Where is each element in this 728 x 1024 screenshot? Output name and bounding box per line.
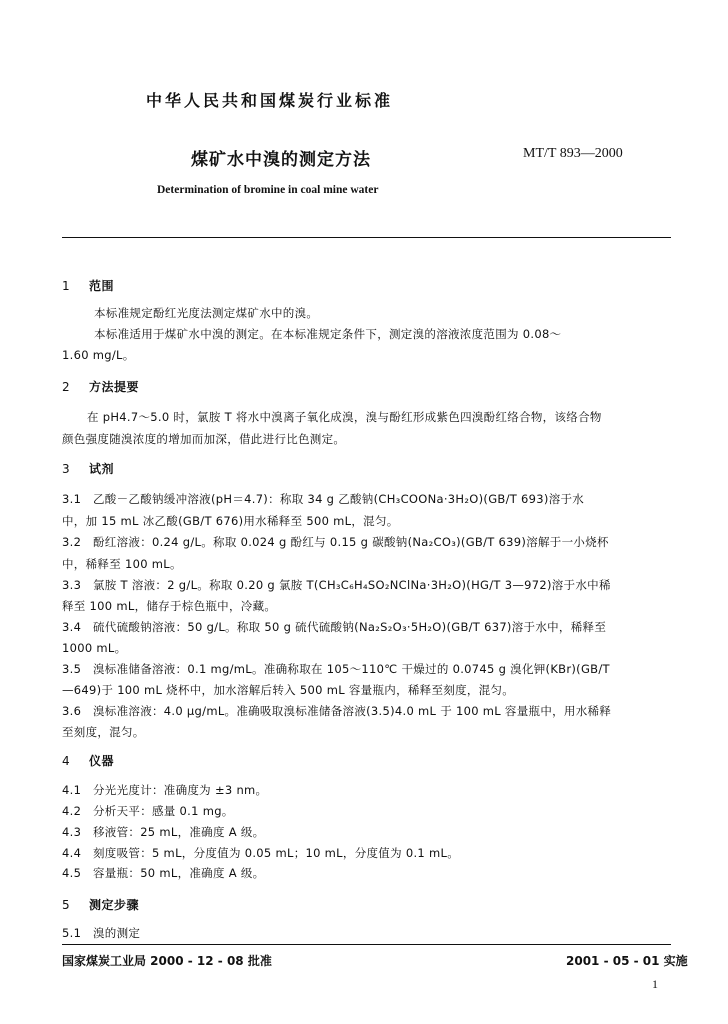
reagent-3-4-line-1: 3.4 硫代硫酸钠溶液：50 g/L。称取 50 g 硫代硫酸钠(Na₂S₂O₃·5H₂O)(GB/T 637)溶于水中，稀释至 — [62, 620, 607, 634]
section-4-heading: 4 仪器 — [62, 754, 115, 768]
section-1-para-2-line-1: 本标准适用于煤矿水中溴的测定。在本标准规定条件下，测定溴的溶液浓度范围为 0.08～ — [94, 327, 562, 341]
instrument-4-4: 4.4 刻度吸管：5 mL，分度值为 0.05 mL；10 mL，分度值为 0.1 mL。 — [62, 846, 460, 860]
section-3-heading: 3 试剂 — [62, 462, 115, 476]
section-1-para-1: 本标准规定酚红光度法测定煤矿水中的溴。 — [94, 306, 319, 320]
instrument-4-5: 4.5 容量瓶：50 mL，准确度 A 级。 — [62, 866, 265, 880]
reagent-3-6-line-1: 3.6 溴标准溶液：4.0 μg/mL。准确吸取溴标准储备溶液(3.5)4.0 mL 于 100 mL 容量瓶中，用水稀释 — [62, 704, 612, 718]
reagent-3-6-line-2: 至刻度，混匀。 — [62, 725, 145, 739]
reagent-3-1-line-2: 中，加 15 mL 冰乙酸(GB/T 676)用水稀释至 500 mL，混匀。 — [62, 514, 399, 528]
footer-rule — [62, 944, 671, 945]
implementation-date: 2001 - 05 - 01 实施 — [566, 954, 688, 968]
document-title-en: Determination of bromine in coal mine water — [157, 184, 379, 196]
section-1-para-2-line-2: 1.60 mg/L。 — [62, 348, 135, 362]
instrument-4-1: 4.1 分光光度计：准确度为 ±3 nm。 — [62, 783, 268, 797]
section-2-para-line-1: 在 pH4.7～5.0 时，氯胺 T 将水中溴离子氧化成溴，溴与酚红形成紫色四溴酚红络合物，该络合物 — [87, 410, 602, 424]
reagent-3-2-line-1: 3.2 酚红溶液：0.24 g/L。称取 0.024 g 酚红与 0.15 g 碳酸钠(Na₂CO₃)(GB/T 639)溶解于一小烧杯 — [62, 535, 609, 549]
reagent-3-3-line-2: 释至 100 mL，储存于棕色瓶中，冷藏。 — [62, 599, 277, 613]
reagent-3-3-line-1: 3.3 氯胺 T 溶液：2 g/L。称取 0.20 g 氯胺 T(CH₃C₆H₄SO₂NClNa·3H₂O)(HG/T 3—972)溶于水中稀 — [62, 578, 611, 592]
step-5-1: 5.1 溴的测定 — [62, 926, 141, 940]
reagent-3-4-line-2: 1000 mL。 — [62, 641, 127, 655]
standard-org-heading: 中华人民共和国煤炭行业标准 — [146, 91, 394, 110]
standard-code: MT/T 893—2000 — [523, 146, 623, 161]
section-5-heading: 5 测定步骤 — [62, 898, 140, 912]
section-2-para-line-2: 颜色强度随溴浓度的增加而加深，借此进行比色测定。 — [62, 432, 346, 446]
section-2-heading: 2 方法提要 — [62, 380, 140, 394]
approval-date: 国家煤炭工业局 2000 - 12 - 08 批准 — [62, 954, 272, 968]
section-1-heading: 1 范围 — [62, 279, 115, 293]
header-rule — [62, 237, 671, 238]
instrument-4-3: 4.3 移液管：25 mL，准确度 A 级。 — [62, 825, 265, 839]
instrument-4-2: 4.2 分析天平：感量 0.1 mg。 — [62, 804, 234, 818]
reagent-3-5-line-1: 3.5 溴标准储备溶液：0.1 mg/mL。准确称取在 105～110℃ 干燥过的 0.0745 g 溴化钾(KBr)(GB/T — [62, 662, 610, 676]
document-title-cn: 煤矿水中溴的测定方法 — [191, 150, 371, 170]
reagent-3-5-line-2: —649)于 100 mL 烧杯中，加水溶解后转入 500 mL 容量瓶内，稀释至刻度，混匀。 — [62, 683, 515, 697]
page-number: 1 — [652, 977, 658, 991]
reagent-3-2-line-2: 中，稀释至 100 mL。 — [62, 557, 182, 571]
reagent-3-1-line-1: 3.1 乙酸－乙酸钠缓冲溶液(pH＝4.7)：称取 34 g 乙酸钠(CH₃COONa·3H₂O)(GB/T 693)溶于水 — [62, 492, 585, 506]
